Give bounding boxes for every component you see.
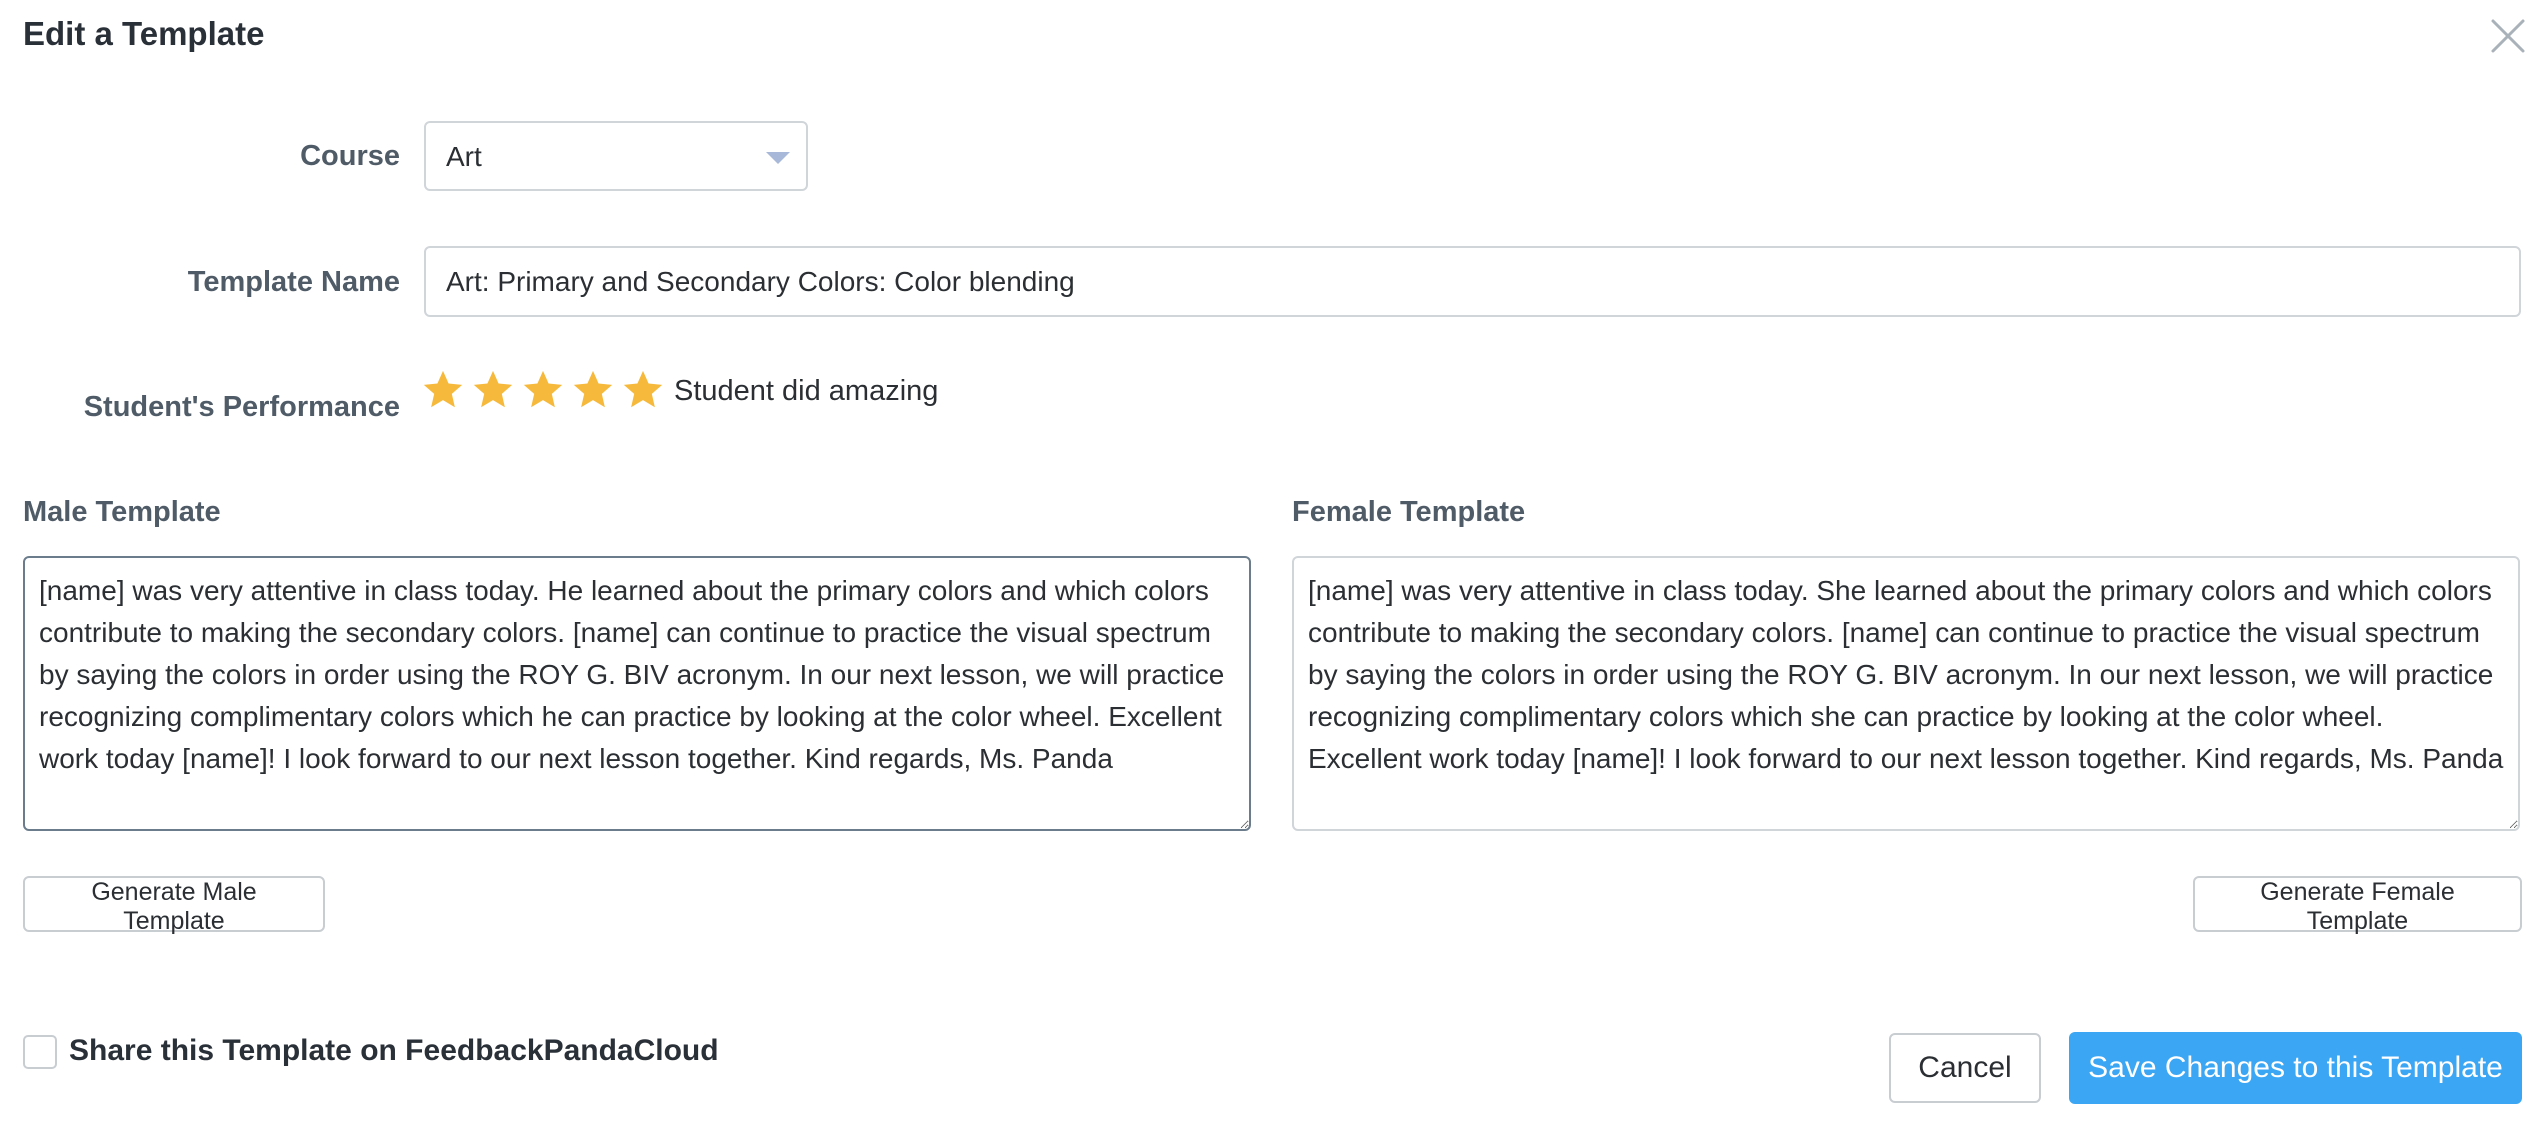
performance-text: Student did amazing: [674, 375, 939, 407]
close-icon[interactable]: [2488, 16, 2528, 56]
course-label: Course: [300, 140, 400, 172]
star-rating[interactable]: [420, 365, 670, 415]
female-template-textarea[interactable]: [1292, 556, 2520, 831]
share-label[interactable]: Share this Template on FeedbackPandaCloud: [69, 1034, 719, 1067]
male-template-label: Male Template: [23, 496, 221, 528]
course-selected-value: Art: [446, 141, 482, 172]
share-checkbox[interactable]: [23, 1035, 57, 1069]
template-name-label: Template Name: [187, 266, 400, 298]
template-name-input[interactable]: [424, 246, 2521, 317]
star-icon[interactable]: [620, 367, 666, 413]
save-changes-button[interactable]: Save Changes to this Template: [2069, 1032, 2522, 1104]
generate-female-template-button[interactable]: Generate Female Template: [2193, 876, 2522, 932]
chevron-down-icon: [766, 152, 790, 164]
course-select[interactable]: [424, 121, 808, 191]
star-icon[interactable]: [470, 367, 516, 413]
star-icon[interactable]: [520, 367, 566, 413]
cancel-button[interactable]: Cancel: [1889, 1033, 2041, 1103]
dialog-title: Edit a Template: [23, 15, 265, 52]
female-template-label: Female Template: [1292, 496, 1526, 528]
star-icon[interactable]: [420, 367, 466, 413]
performance-label: Student's Performance: [83, 391, 400, 423]
male-template-textarea[interactable]: [23, 556, 1251, 831]
generate-male-template-button[interactable]: Generate Male Template: [23, 876, 325, 932]
star-icon[interactable]: [570, 367, 616, 413]
